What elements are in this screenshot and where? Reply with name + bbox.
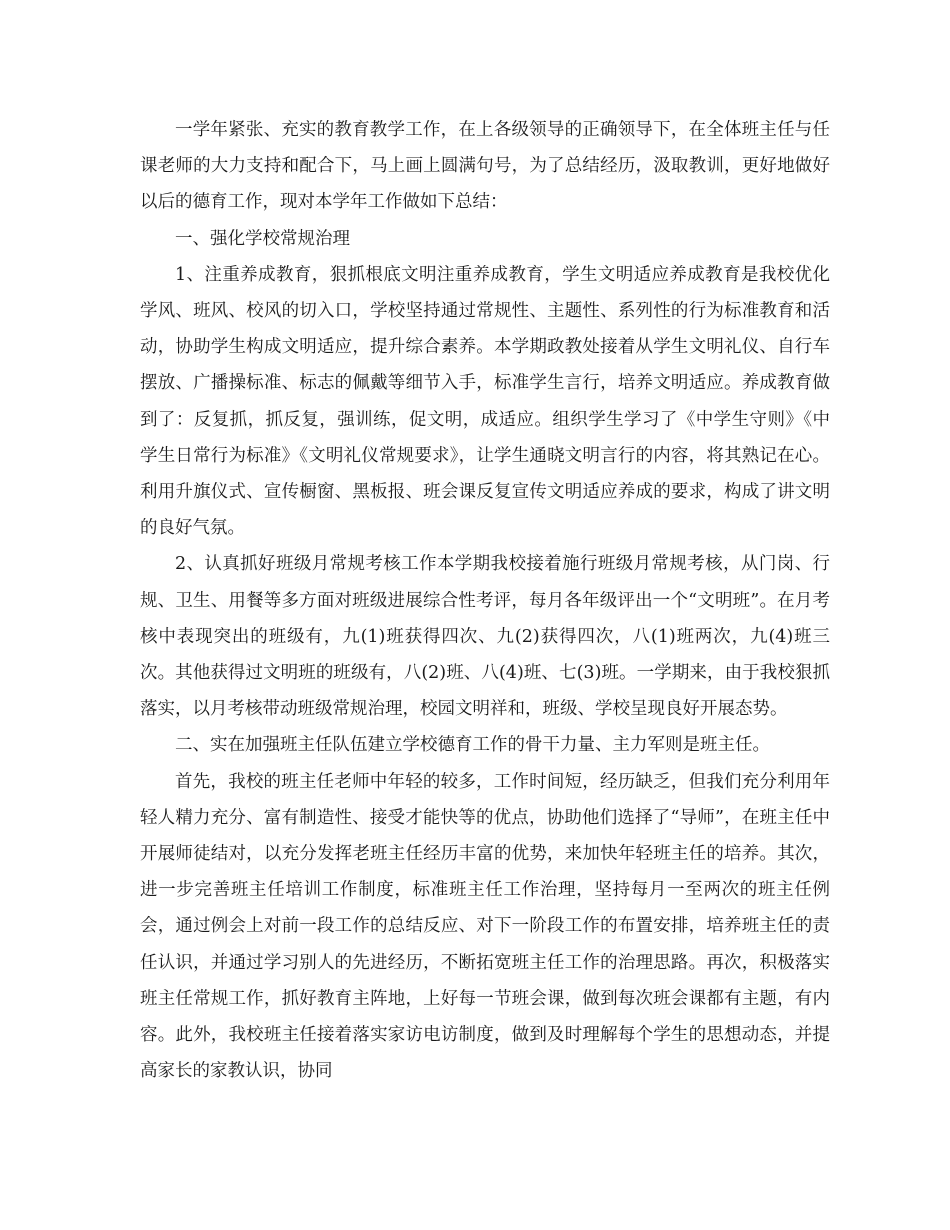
section-heading-2: 二、实在加强班主任队伍建立学校德育工作的骨干力量、主力军则是班主任。 [175, 735, 770, 756]
intro-paragraph: 一学年紧张、充实的教育教学工作，在上各级领导的正确领导下，在全体班主任与任课老师的大力支持和配合下，马上画上圆满句号，为了总结经历，汲取教训，更好地做好以后的德育工作，现对本学年工作做如下总结： [140, 120, 830, 213]
document-body [140, 112, 830, 1089]
section-heading-1: 一、强化学校常规治理 [175, 228, 350, 249]
paragraph-class-teachers: 首先，我校的班主任老师中年轻的较多，工作时间短，经历缺乏，但我们充分利用年轻人精力充分、富有制造性、接受才能快等的优点，协助他们选择了“导师”，在班主任中开展师徒结对，以充分发挥老班主任经历丰富的优势，来加快年轻班主任的培养。其次，进一步完善班主任培训工作制度，标准班主任工作治理，坚持每月一至两次的班主任例会，通过例会上对前一段工作的总结反应、对下一阶段工作的布置安排，培养班主任的责任认识，并通过学习别人的先进经历，不断拓宽班主任工作的治理思路。再次，积极落实班主任常规工作，抓好教育主阵地，上好每一节班会课，做到每次班会课都有主题，有内容。此外，我校班主任接着落实家访电访制度，做到及时理解每个学生的思想动态，并提高家长的家教认识，协同 [140, 771, 830, 1082]
paragraph-monthly-assessment: 2、认真抓好班级月常规考核工作本学期我校接着施行班级月常规考核，从门岗、行规、卫生、用餐等多方面对班级进展综合性考评，每月各年级评出一个“文明班”。在月考核中表现突出的班级有，九(1)班获得四次、九(2)获得四次，八(1)班两次，九(4)班三次。其他获得过文明班的班级有，八(2)班、八(4)班、七(3)班。一学期来，由于我校狠抓落实，以月考核带动班级常规治理，校园文明祥和，班级、学校呈现良好开展态势。 [140, 554, 830, 720]
paragraph-habit-education: 1、注重养成教育，狠抓根底文明注重养成教育，学生文明适应养成教育是我校优化学风、班风、校风的切入口，学校坚持通过常规性、主题性、系列性的行为标准教育和活动，协助学生构成文明适应，提升综合素养。本学期政教处接着从学生文明礼仪、自行车摆放、广播操标准、标志的佩戴等细节入手，标准学生言行，培养文明适应。养成教育做到了：反复抓，抓反复，强训练，促文明，成适应。组织学生学习了《中学生守则》《中学生日常行为标准》《文明礼仪常规要求》，让学生通晓文明言行的内容，将其熟记在心。利用升旗仪式、宣传橱窗、黑板报、班会课反复宣传文明适应养成的要求，构成了讲文明的良好气氛。 [140, 264, 830, 539]
